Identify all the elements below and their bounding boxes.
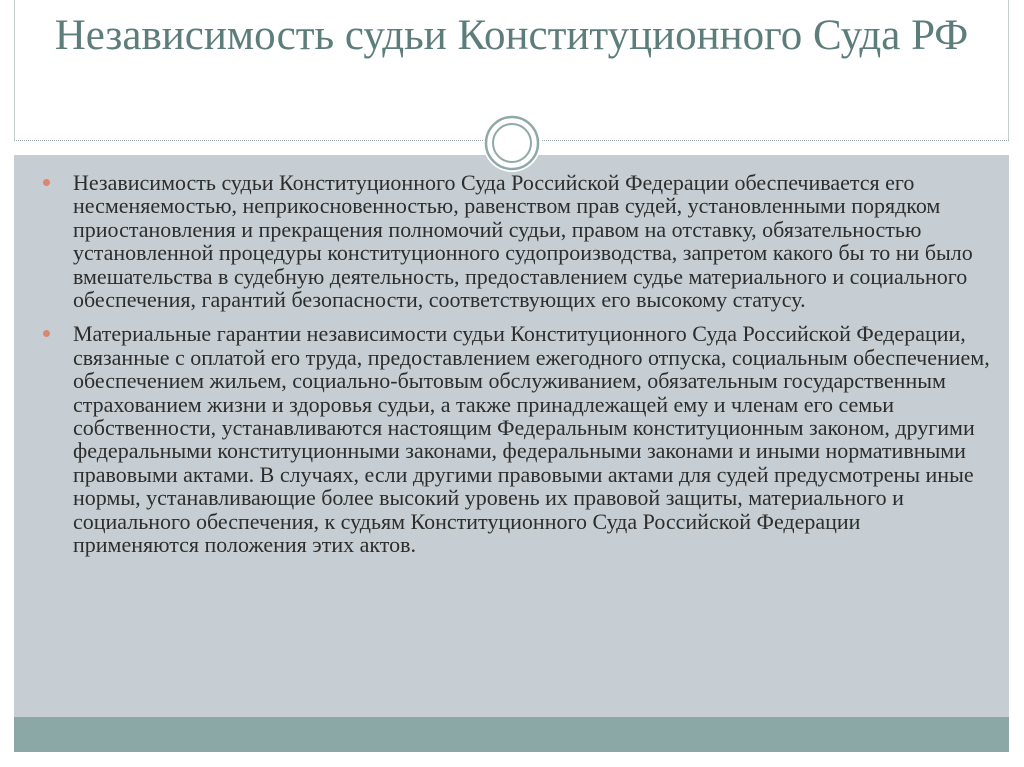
slide-title: Независимость судьи Конституционного Суда РФ	[54, 12, 969, 59]
double-circle-ornament-icon	[483, 114, 541, 172]
round-bullet-icon	[43, 330, 50, 337]
bullet-text: Материальные гарантии независимости судьи Конституционного Суда Российской Федерации, связанные с оплатой его труда, предоставлением ежегодного отпуска, социальным обеспечением, обеспечением жильем, социально-бытовым обслуживанием, обязательным государственным страхованием жизни и здоровья судьи, а также принадлежащей ему и членам его семьи собственности, устанавливаются настоящим Федеральным конституционным законом, другими федеральными конституционными законами, федеральными законами и иными нормативными правовыми актами. В случаях, если другими правовыми актами для судей предусмотрены иные нормы, устанавливающие более высокий уровень их правовой защиты, материального и социального обеспечения, к судьям Конституционного Суда Российской Федерации применяются положения этих актов.	[73, 321, 990, 558]
bullet-item	[40, 171, 990, 311]
bullet-text: Независимость судьи Конституционного Суда Российской Федерации обеспечивается его несменяемостью, неприкосновенностью, равенством прав судей, установленными порядком приостановления и прекращения полномочий судьи, правом на отставку, обязательностью установленной процедуры конституционного судопроизводства, запретом какого бы то ни было вмешательства в судебную деятельность, предоставлением судье материального и социального обеспечения, гарантий безопасности, соответствующих его высокому статусу.	[73, 170, 973, 313]
ornament-inner-ring	[493, 124, 531, 162]
round-bullet-icon	[43, 179, 50, 186]
bullet-list	[40, 171, 990, 568]
bullet-item	[40, 322, 990, 556]
ornament-svg	[483, 114, 541, 172]
footer-bar	[14, 717, 1009, 752]
